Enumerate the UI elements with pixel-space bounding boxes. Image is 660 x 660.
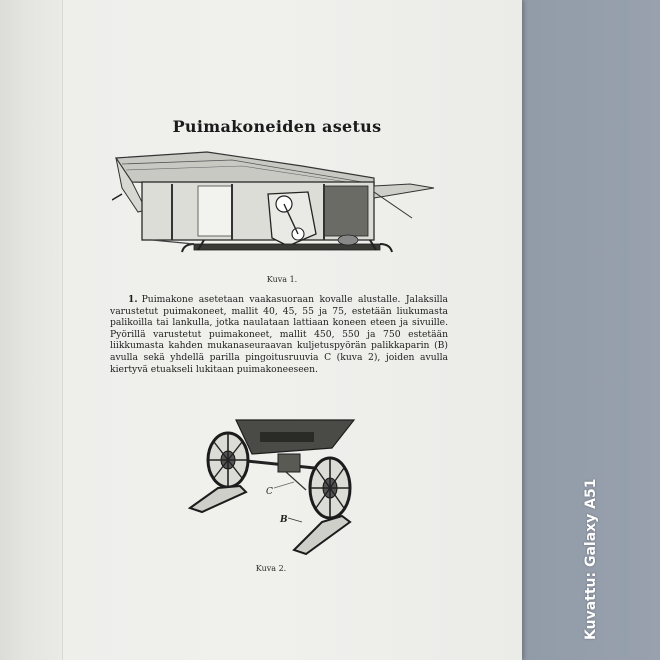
threshing-machine-illustration: [112, 148, 442, 268]
label-c: C: [266, 487, 273, 497]
paragraph-1-text: Puimakone asetetaan vaakasuoraan kovalle alustalle. Jalaksilla varustetut puimakoneet, mallit 40, 45, 55 ja 75, estetään liukumasta palikoilla tai lankulla, jotka naulataan lattiaan koneen eteen ja sivuille. Pyörillä varustetut puimakoneet, mallit 450, 550 ja 750 estetään liikkumasta kahden mukanaseuraavan kuljetuspyörän palikkaparin (B) avulla sekä yhdellä parilla pingoitusruuvia C (kuva 2), joiden avulla kiertyvä etuakseli lukitaan puimakoneeseen.: [110, 294, 448, 375]
page-fold: [0, 0, 63, 660]
paragraph-1: [110, 294, 448, 375]
page-title: Puimakoneiden asetus: [172, 117, 382, 136]
label-b: B: [280, 515, 288, 525]
camera-watermark: Kuvattu: Galaxy A51: [583, 478, 599, 640]
figure-1-caption: Kuva 1.: [266, 275, 298, 284]
wheel-undercarriage-illustration: [182, 412, 362, 560]
paragraph-number: 1.: [128, 294, 138, 305]
figure-2-caption: Kuva 2.: [255, 564, 287, 573]
